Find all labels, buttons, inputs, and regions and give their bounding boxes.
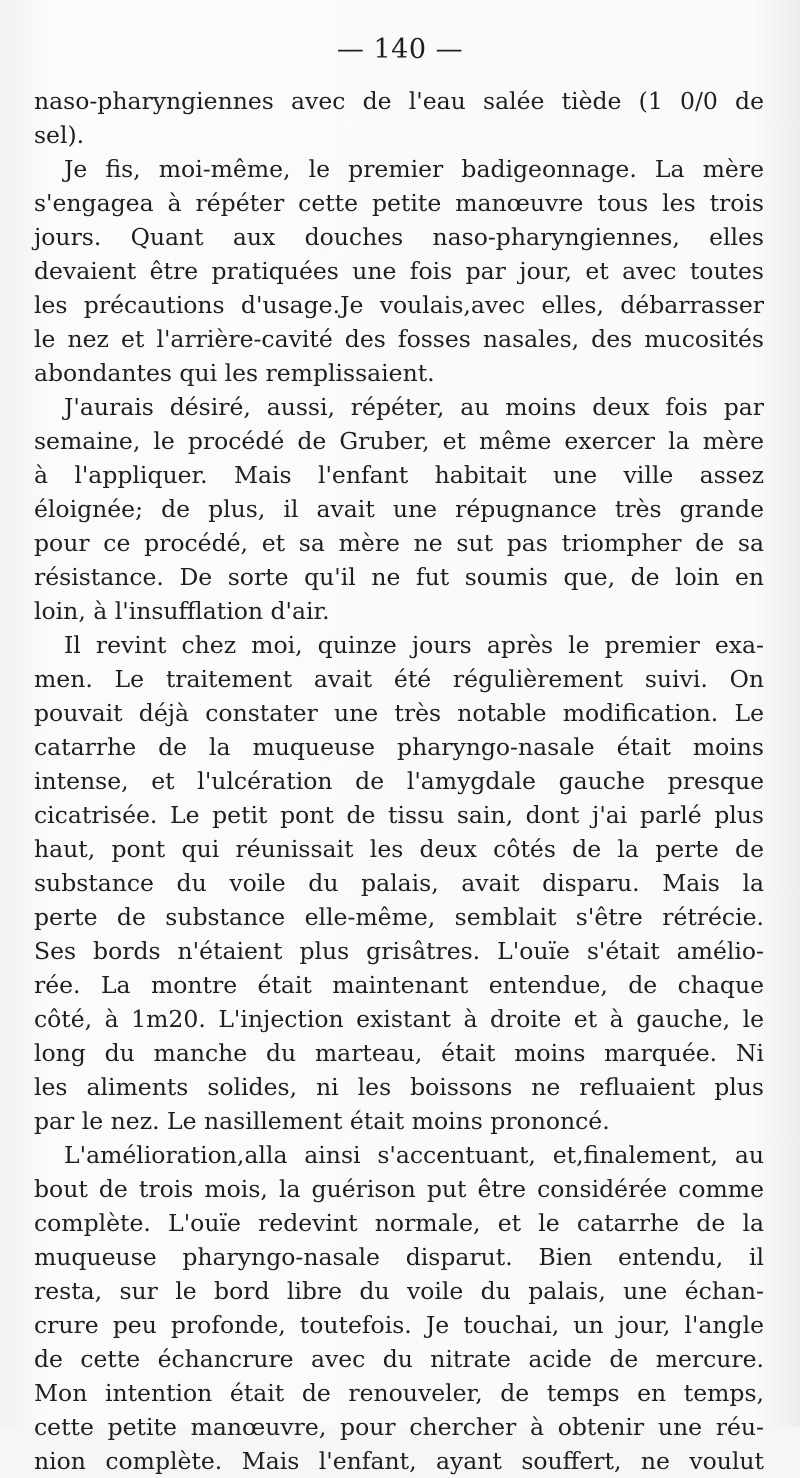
text-line: jours. Quant aux douches naso-pharyngiennes, elles <box>34 223 764 251</box>
text-line: cette petite manœuvre, pour chercher à obtenir une réu- <box>34 1413 764 1441</box>
text-line: semaine, le procédé de Gruber, et même exercer la mère <box>34 427 764 455</box>
text-line: sel). <box>34 121 85 149</box>
text-line: nion complète. Mais l'enfant, ayant souffert, ne voulut <box>34 1447 764 1475</box>
text-line: à l'appliquer. Mais l'enfant habitait une ville assez <box>34 461 764 489</box>
paragraph-2 <box>34 152 764 390</box>
text-line: abondantes qui les remplissaient. <box>34 359 435 387</box>
page-number: — 140 — <box>336 34 464 65</box>
text-line: Il revint chez moi, quinze jours après le premier exa- <box>64 631 764 659</box>
text-line: les précautions d'usage.Je voulais,avec elles, débarrasser <box>34 291 764 319</box>
text-line: pour ce procédé, et sa mère ne sut pas triompher de sa <box>34 529 764 557</box>
text-line: resta, sur le bord libre du voile du palais, une échan- <box>34 1277 764 1305</box>
text-line: J'aurais désiré, aussi, répéter, au moins deux fois par <box>64 393 764 421</box>
text-line: côté, à 1m20. L'injection existant à droite et à gauche, le <box>34 1005 764 1033</box>
text-line: complète. L'ouïe redevint normale, et le catarrhe de la <box>34 1209 764 1237</box>
text-line: le nez et l'arrière-cavité des fosses nasales, des mucosités <box>34 325 764 353</box>
text-line: de cette échancrure avec du nitrate acide de mercure. <box>34 1345 764 1373</box>
text-line: les aliments solides, ni les boissons ne refluaient plus <box>34 1073 764 1101</box>
text-line: naso-pharyngiennes avec de l'eau salée tiède (1 0/0 de <box>34 87 764 115</box>
text-line: cicatrisée. Le petit pont de tissu sain, dont j'ai parlé plus <box>34 801 764 829</box>
text-line: Mon intention était de renouveler, de temps en temps, <box>34 1379 764 1407</box>
text-line: résistance. De sorte qu'il ne fut soumis que, de loin en <box>34 563 764 591</box>
paragraph-4 <box>34 628 764 1138</box>
text-line: crure peu profonde, toutefois. Je touchai, un jour, l'angle <box>34 1311 764 1339</box>
paragraph-3 <box>34 390 764 628</box>
text-line: haut, pont qui réunissait les deux côtés de la perte de <box>34 835 764 863</box>
body-text <box>34 84 764 1478</box>
text-line: bout de trois mois, la guérison put être considérée comme <box>34 1175 764 1203</box>
text-line: long du manche du marteau, était moins marquée. Ni <box>34 1039 764 1067</box>
text-line: loin, à l'insufflation d'air. <box>34 597 330 625</box>
text-line: substance du voile du palais, avait disparu. Mais la <box>34 869 764 897</box>
text-line: Je fis, moi-même, le premier badigeonnage. La mère <box>64 155 764 183</box>
paragraph-1 <box>34 84 764 152</box>
text-line: muqueuse pharyngo-nasale disparut. Bien entendu, il <box>34 1243 764 1271</box>
text-line: pouvait déjà constater une très notable modification. Le <box>34 699 764 727</box>
text-line: catarrhe de la muqueuse pharyngo-nasale était moins <box>34 733 764 761</box>
text-line: rée. La montre était maintenant entendue, de chaque <box>34 971 764 999</box>
text-line: L'amélioration,alla ainsi s'accentuant, et,finalement, au <box>64 1141 764 1169</box>
text-line: men. Le traitement avait été régulièrement suivi. On <box>34 665 764 693</box>
text-line: Ses bords n'étaient plus grisâtres. L'ouïe s'était amélio- <box>34 937 764 965</box>
text-line: devaient être pratiquées une fois par jour, et avec toutes <box>34 257 764 285</box>
text-line: par le nez. Le nasillement était moins prononcé. <box>34 1107 610 1135</box>
text-line: intense, et l'ulcération de l'amygdale gauche presque <box>34 767 764 795</box>
paragraph-5 <box>34 1138 764 1478</box>
text-line: s'engagea à répéter cette petite manœuvre tous les trois <box>34 189 764 217</box>
text-line: perte de substance elle-même, semblait s'être rétrécie. <box>34 903 764 931</box>
text-line: éloignée; de plus, il avait une répugnance très grande <box>34 495 764 523</box>
